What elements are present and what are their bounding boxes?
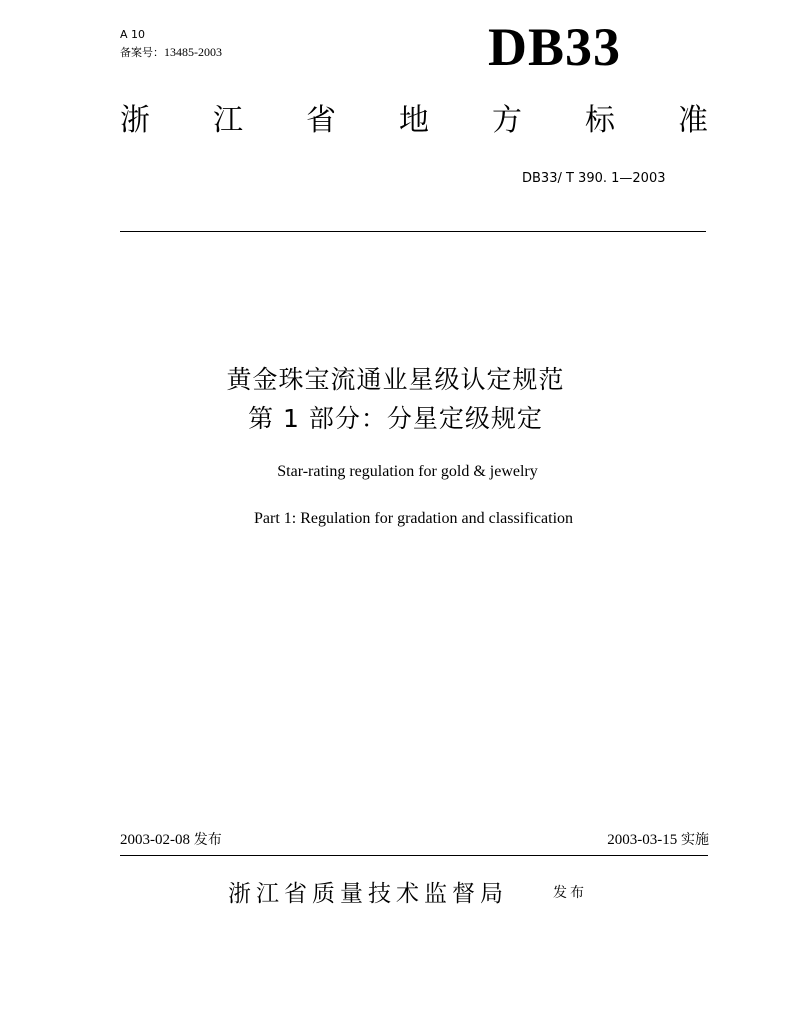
filing-number	[120, 44, 222, 60]
implementation-date-value: 2003-03-15	[607, 832, 678, 848]
implementation-label: 实施	[681, 832, 709, 848]
filing-label: 备案号：	[120, 46, 164, 59]
standard-type-char: 标	[585, 103, 615, 138]
issuing-label: 发布	[553, 885, 587, 901]
chinese-title-line-2: 第 1 部分：分星定级规定	[248, 404, 543, 433]
standard-number: DB33/ T 390. 1—2003	[522, 171, 666, 186]
standard-type-char: 江	[213, 103, 243, 138]
bottom-divider	[120, 855, 708, 856]
standard-type-char: 省	[306, 103, 336, 138]
issue-date-value: 2003-02-08	[120, 832, 190, 848]
classification-code: A 10	[120, 28, 146, 41]
standard-type-char: 准	[678, 103, 708, 138]
english-title-line-2: Part 1: Regulation for gradation and classification	[253, 510, 574, 527]
standard-type-char: 地	[399, 103, 429, 138]
filing-number-value: 13485-2003	[164, 45, 222, 59]
top-divider	[120, 231, 706, 232]
issue-date	[120, 829, 222, 849]
chinese-title-line-1: 黄金珠宝流通业星级认定规范	[226, 365, 565, 394]
english-title-line-1: Star-rating regulation for gold & jewelry	[277, 463, 538, 480]
standard-type-title	[120, 104, 708, 137]
standard-type-char: 方	[492, 103, 522, 138]
issue-label: 发布	[193, 832, 222, 848]
standard-type-char: 浙	[120, 103, 150, 138]
issuing-authority: 浙江省质量技术监督局	[228, 881, 508, 907]
db33-logo: DB33	[488, 17, 622, 77]
implementation-date	[607, 829, 709, 849]
